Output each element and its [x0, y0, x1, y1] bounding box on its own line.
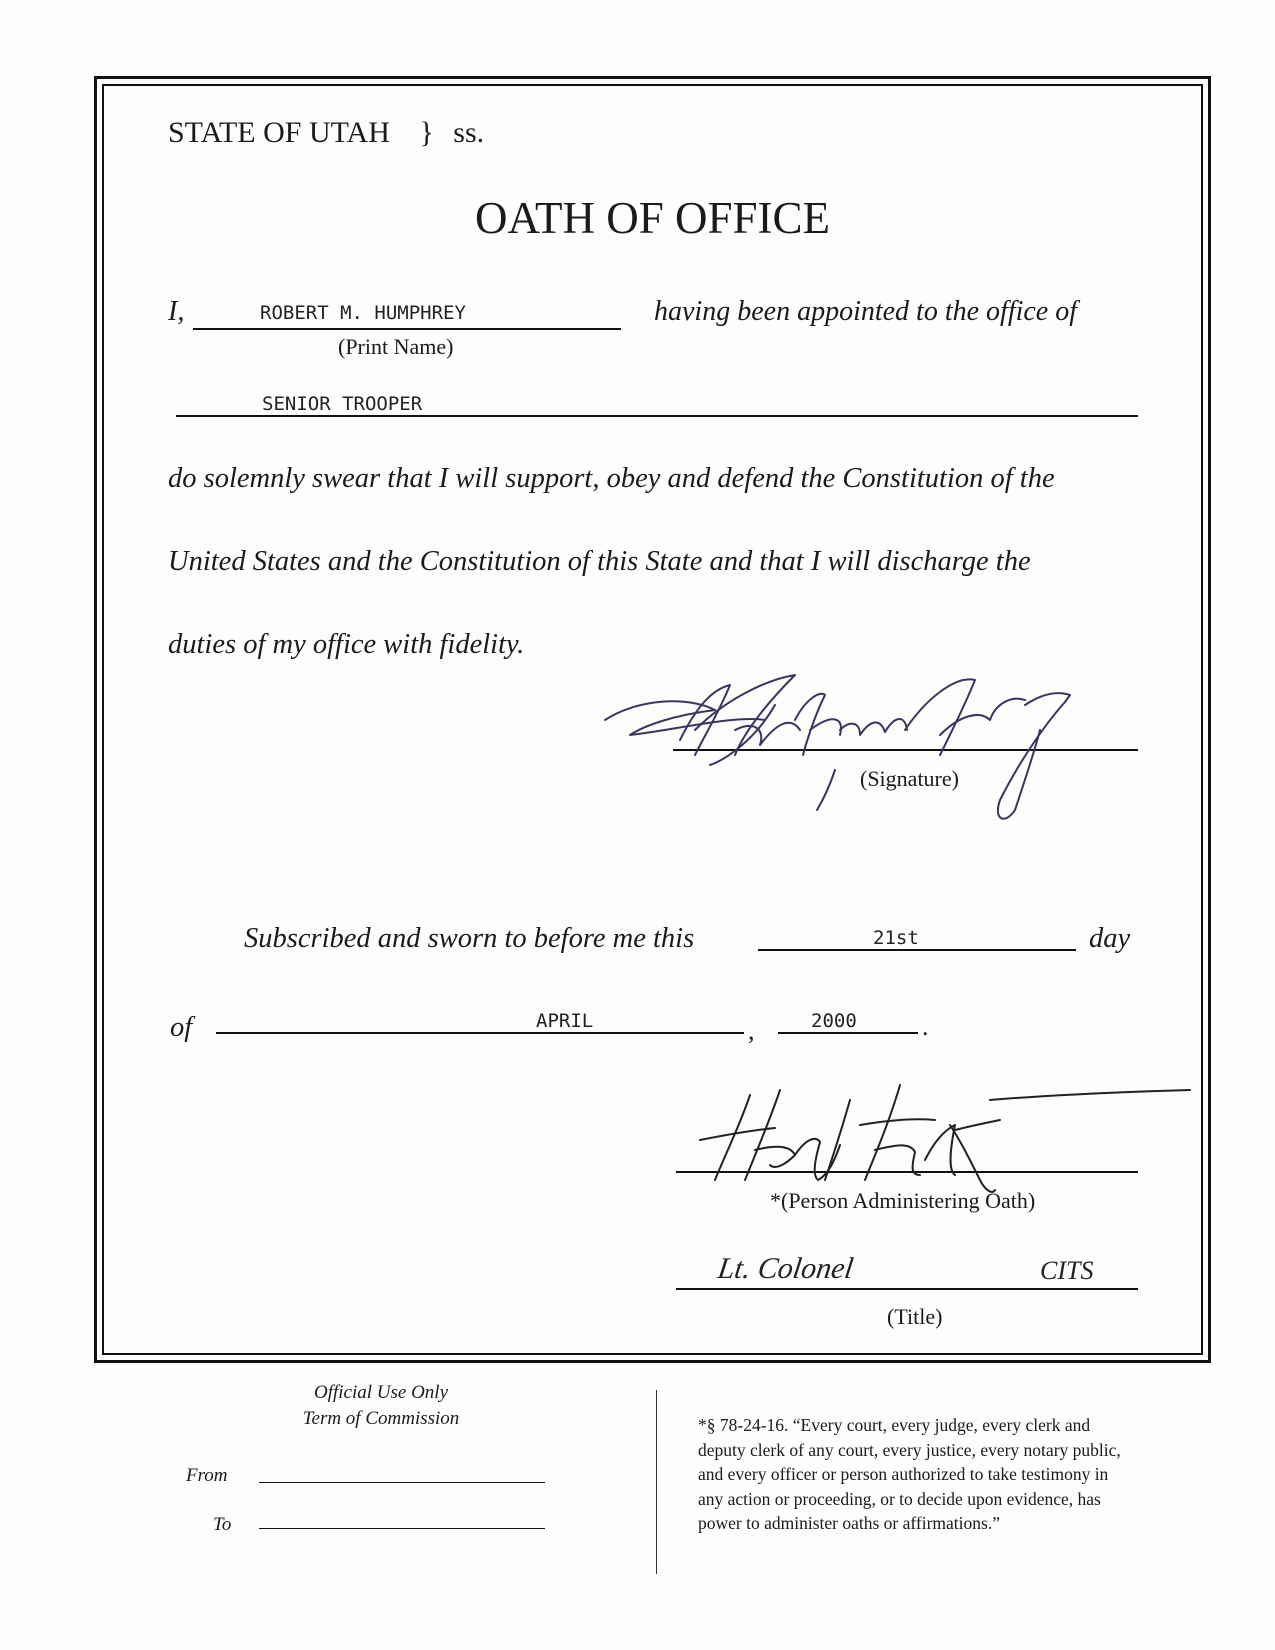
- office-line: [176, 415, 1138, 417]
- name-value: ROBERT M. HUMPHREY: [260, 302, 466, 324]
- footnote-line-1: *§ 78-24-16. “Every court, every judge, every clerk and: [698, 1415, 1091, 1435]
- footnote-line-2: deputy clerk of any court, every justice, every notary public,: [698, 1439, 1121, 1460]
- page-title: OATH OF OFFICE: [474, 193, 831, 243]
- month-line: [216, 1032, 744, 1034]
- signature-graphic: [595, 660, 1115, 830]
- from-label: From: [186, 1465, 228, 1486]
- footnote-line-3: and every officer or person authorized to take testimony in: [698, 1464, 1109, 1484]
- footnote-line-5: power to administer oaths or affirmations.”: [698, 1513, 1000, 1533]
- signature-label: (Signature): [860, 766, 959, 791]
- state-heading: [168, 116, 484, 150]
- day-line: [758, 949, 1076, 951]
- period: .: [922, 1012, 929, 1041]
- appointed-text: having been appointed to the office of: [654, 296, 1078, 327]
- oath-text-line-1: do solemnly swear that I will support, obey and defend the Constitution of the: [168, 463, 1055, 494]
- title-value: Lt. Colonel: [715, 1252, 856, 1285]
- month-value: APRIL: [536, 1010, 594, 1032]
- office-value: SENIOR TROOPER: [262, 393, 423, 415]
- oath-text-line-2: United States and the Constitution of this State and that I will discharge the: [168, 546, 1031, 577]
- official-use-heading: Official Use Only: [313, 1382, 449, 1403]
- name-line: [193, 328, 621, 330]
- ss-text: ss.: [453, 116, 485, 149]
- subscribed-text: Subscribed and sworn to before me this: [244, 923, 695, 954]
- from-line: [259, 1482, 545, 1483]
- comma: ,: [748, 1016, 755, 1045]
- footnote-line-4: any action or proceeding, or to decide upon evidence, has: [698, 1488, 1101, 1509]
- footer-divider: [656, 1390, 657, 1574]
- day-word: day: [1089, 923, 1131, 954]
- oath-text-line-3: duties of my office with fidelity.: [168, 629, 525, 660]
- title-label: (Title): [887, 1304, 943, 1329]
- year-line: [778, 1032, 918, 1034]
- print-name-label: (Print Name): [338, 334, 454, 359]
- brace: }: [419, 116, 434, 149]
- to-line: [259, 1528, 545, 1529]
- term-of-commission-heading: Term of Commission: [302, 1408, 460, 1429]
- day-value: 21st: [873, 927, 919, 949]
- state-name: STATE OF UTAH: [168, 116, 390, 149]
- year-value: 2000: [811, 1010, 857, 1032]
- administering-label: *(Person Administering Oath): [770, 1188, 1036, 1213]
- to-label: To: [213, 1514, 232, 1535]
- title-line: [676, 1288, 1138, 1290]
- title-value-2: CITS: [1040, 1256, 1094, 1285]
- of-word: of: [170, 1012, 193, 1043]
- administering-signature-graphic: [700, 1080, 1200, 1210]
- i-prefix: I,: [168, 296, 185, 327]
- footnote: [698, 1413, 1121, 1536]
